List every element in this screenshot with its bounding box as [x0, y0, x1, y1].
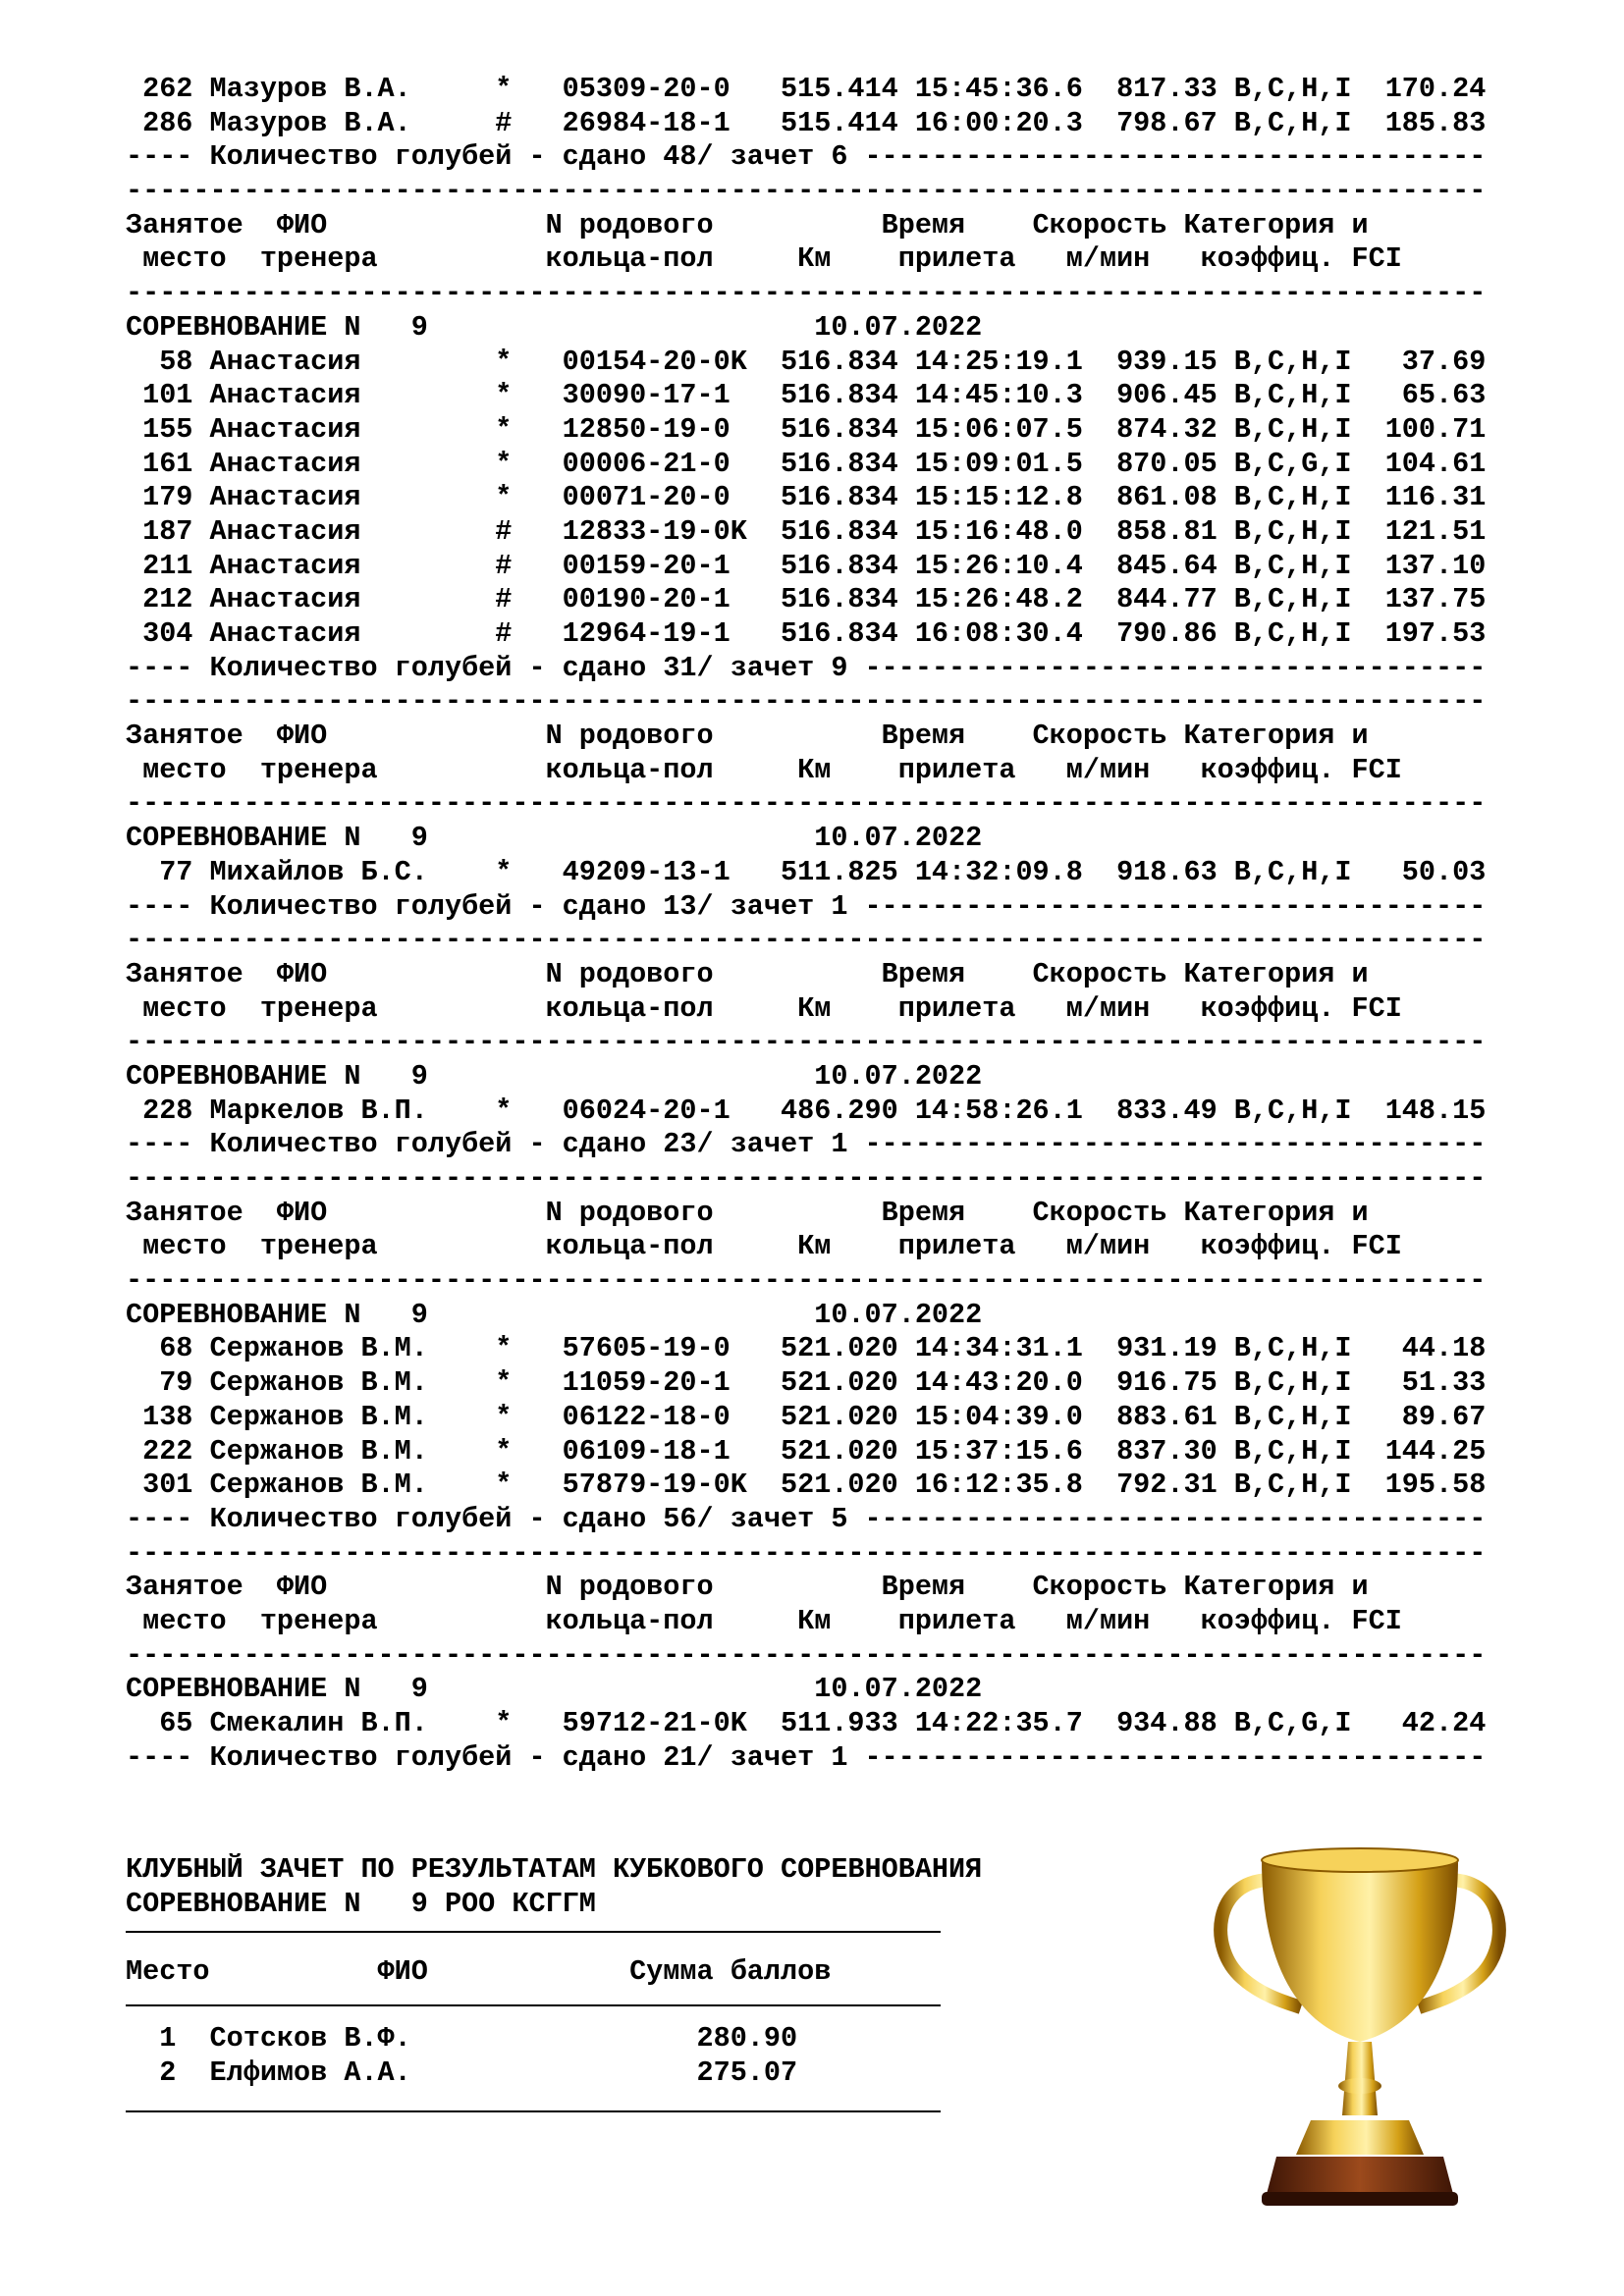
report-line: ---- Количество голубей - сдано 13/ зачет 1 -------------------------------------: [126, 889, 1487, 923]
report-line: СОРЕВНОВАНИЕ N 9 10.07.2022: [126, 1298, 983, 1331]
trophy-icon: [1203, 1841, 1517, 2223]
report-line: место тренера кольца-пол Км прилета м/мин коэффиц. FCI: [126, 1230, 1402, 1263]
report-line: СОРЕВНОВАНИЕ N 9 10.07.2022: [126, 1059, 983, 1093]
report-line: место тренера кольца-пол Км прилета м/мин коэффиц. FCI: [126, 242, 1402, 276]
report-line: 262 Мазуров В.А. * 05309-20-0 515.414 15:45:36.6 817.33 B,C,H,I 170.24: [126, 73, 1487, 105]
report-line: 65 Смекалин В.П. * 59712-21-0K 511.933 14:22:35.7 934.88 B,C,G,I 42.24: [126, 1707, 1487, 1739]
report-line: ---------------------------------------------------------------------------------: [126, 1026, 1487, 1059]
report-line: ---------------------------------------------------------------------------------: [126, 277, 1487, 310]
report-line: СОРЕВНОВАНИЕ N 9 10.07.2022: [126, 310, 983, 344]
report-line: 228 Маркелов В.П. * 06024-20-1 486.290 14:58:26.1 833.49 B,C,H,I 148.15: [126, 1094, 1487, 1127]
report-line: 161 Анастасия * 00006-21-0 516.834 15:09:01.5 870.05 B,C,G,I 104.61: [126, 447, 1487, 480]
report-line: 155 Анастасия * 12850-19-0 516.834 15:06:07.5 874.32 B,C,H,I 100.71: [126, 412, 1487, 446]
report-line: ---- Количество голубей - сдано 56/ зачет 5 -------------------------------------: [126, 1502, 1487, 1535]
club-table-header: Место ФИО Сумма баллов: [126, 1955, 832, 1988]
report-line: 77 Михайлов Б.С. * 49209-13-1 511.825 14:32:09.8 918.63 B,C,H,I 50.03: [126, 855, 1487, 888]
report-line: ---- Количество голубей - сдано 21/ зачет 1 -------------------------------------: [126, 1740, 1487, 1774]
report-line: Занятое ФИО N родового Время Скорость Категория и: [126, 208, 1369, 241]
report-line: 79 Сержанов В.М. * 11059-20-1 521.020 14:43:20.0 916.75 B,C,H,I 51.33: [126, 1366, 1487, 1400]
report-line: 222 Сержанов В.М. * 06109-18-1 521.020 15:37:15.6 837.30 B,C,H,I 144.25: [126, 1434, 1487, 1468]
report-line: ---- Количество голубей - сдано 31/ зачет 9 -------------------------------------: [126, 651, 1487, 684]
report-line: СОРЕВНОВАНИЕ N 9 10.07.2022: [126, 822, 983, 855]
report-line: ---------------------------------------------------------------------------------: [126, 924, 1487, 957]
report-line: место тренера кольца-пол Км прилета м/мин коэффиц. FCI: [126, 991, 1402, 1025]
report-line: 212 Анастасия # 00190-20-1 516.834 15:26:48.2 844.77 B,C,H,I 137.75: [126, 583, 1487, 616]
report-line: Занятое ФИО N родового Время Скорость Категория и: [126, 1571, 1369, 1604]
table-top-rule: [126, 1931, 941, 1933]
club-title: КЛУБНЫЙ ЗАЧЕТ ПО РЕЗУЛЬТАТАМ КУБКОВОГО СОРЕВНОВАНИЯ: [126, 1853, 983, 1886]
report-line: ---------------------------------------------------------------------------------: [126, 1264, 1487, 1298]
report-line: 101 Анастасия * 30090-17-1 516.834 14:45:10.3 906.45 B,C,H,I 65.63: [126, 379, 1487, 412]
report-line: место тренера кольца-пол Км прилета м/мин коэффиц. FCI: [126, 1604, 1402, 1637]
report-line: Занятое ФИО N родового Время Скорость Категория и: [126, 720, 1369, 753]
report-line: 58 Анастасия * 00154-20-0K 516.834 14:25:19.1 939.15 B,C,H,I 37.69: [126, 345, 1487, 378]
report-line: ---- Количество голубей - сдано 48/ зачет 6 -------------------------------------: [126, 140, 1487, 174]
results-report: [126, 73, 1589, 1775]
report-line: 304 Анастасия # 12964-19-1 516.834 16:08:30.4 790.86 B,C,H,I 197.53: [126, 617, 1487, 650]
report-line: ---------------------------------------------------------------------------------: [126, 1638, 1487, 1672]
club-row: 2 Елфимов А.А. 275.07: [126, 2056, 798, 2089]
report-line: ---------------------------------------------------------------------------------: [126, 1536, 1487, 1570]
report-line: ---------------------------------------------------------------------------------: [126, 1162, 1487, 1195]
report-line: 301 Сержанов В.М. * 57879-19-0K 521.020 16:12:35.8 792.31 B,C,H,I 195.58: [126, 1468, 1487, 1502]
club-subtitle: СОРЕВНОВАНИЕ N 9 РОО КСГГМ: [126, 1888, 596, 1920]
report-line: место тренера кольца-пол Км прилета м/мин коэффиц. FCI: [126, 753, 1402, 786]
club-row: 1 Сотсков В.Ф. 280.90: [126, 2022, 798, 2055]
report-line: 179 Анастасия * 00071-20-0 516.834 15:15:12.8 861.08 B,C,H,I 116.31: [126, 481, 1487, 514]
report-line: 187 Анастасия # 12833-19-0K 516.834 15:16:48.0 858.81 B,C,H,I 121.51: [126, 514, 1487, 548]
report-line: 211 Анастасия # 00159-20-1 516.834 15:26:10.4 845.64 B,C,H,I 137.10: [126, 549, 1487, 582]
report-line: 286 Мазуров В.А. # 26984-18-1 515.414 16:00:20.3 798.67 B,C,H,I 185.83: [126, 106, 1487, 139]
table-bottom-rule: [126, 2110, 941, 2112]
report-line: Занятое ФИО N родового Время Скорость Категория и: [126, 1196, 1369, 1229]
table-header-rule: [126, 2004, 941, 2006]
report-line: ---------------------------------------------------------------------------------: [126, 685, 1487, 719]
report-line: 68 Сержанов В.М. * 57605-19-0 521.020 14:34:31.1 931.19 B,C,H,I 44.18: [126, 1332, 1487, 1365]
report-line: Занятое ФИО N родового Время Скорость Категория и: [126, 957, 1369, 990]
report-line: 138 Сержанов В.М. * 06122-18-0 521.020 15:04:39.0 883.61 B,C,H,I 89.67: [126, 1400, 1487, 1433]
report-line: ---------------------------------------------------------------------------------: [126, 787, 1487, 821]
report-line: ---------------------------------------------------------------------------------: [126, 175, 1487, 208]
report-line: СОРЕВНОВАНИЕ N 9 10.07.2022: [126, 1673, 983, 1706]
report-line: ---- Количество голубей - сдано 23/ зачет 1 -------------------------------------: [126, 1128, 1487, 1161]
